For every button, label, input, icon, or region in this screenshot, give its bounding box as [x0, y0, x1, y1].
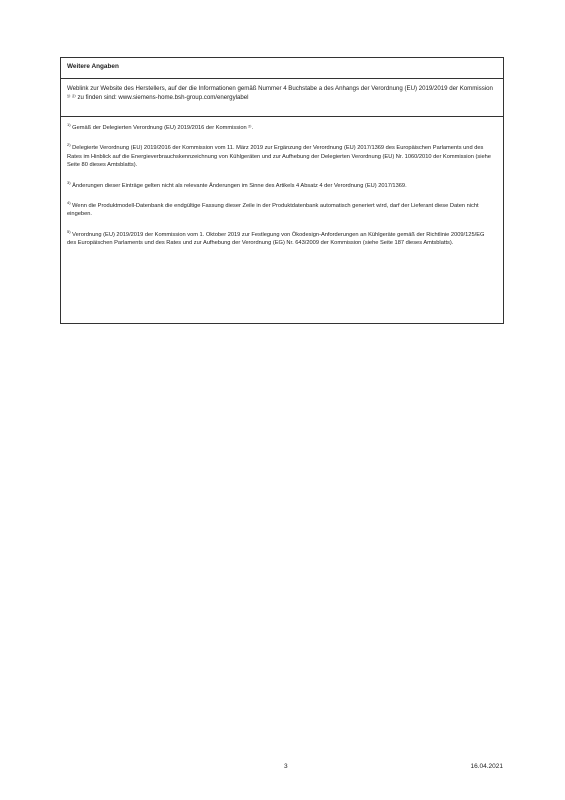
footnote-4	[67, 202, 495, 219]
manufacturer-weblink-text: Weblink zur Website des Herstellers, auf der die Informationen gemäß Nummer 4 Buchstabe a des Anhangs der Verordnung (EU) 2019/2019 der Kommission ¹⁾ ²⁾ zu finden sind: www.siemens-home.bsh-group.com/energylabel	[61, 79, 503, 117]
footnote-marker: 1)	[67, 122, 71, 128]
footnote-text: Gemäß der Delegierten Verordnung (EU) 2019/2016 der Kommission ²⁾.	[72, 125, 254, 131]
footnote-text: Delegierte Verordnung (EU) 2019/2016 der Kommission vom 11. März 2019 zur Ergänzung der Verordnung (EU) 2017/1369 des Europäischen Parlaments und des Rates im Hinblick auf die Energieverbrauchskennzeichnung von Kühlgeräten und zur Aufhebung der Delegierten Verordnung (EU) Nr. 1060/2010 der Kommission (siehe Seite 80 dieses Amtsblatts).	[67, 145, 491, 169]
footnote-marker: 3)	[67, 179, 71, 185]
footnote-text: Verordnung (EU) 2019/2019 der Kommission vom 1. Oktober 2019 zur Festlegung von Ökodesign-Anforderungen an Kühlgeräte gemäß der Richtlinie 2009/125/EG des Europäischen Parlaments und des Rates und zur Aufhebung der Verordnung (EG) Nr. 643/2009 der Kommission (siehe Seite 187 dieses Amtsblatts).	[67, 231, 485, 247]
footnote-marker: 5)	[67, 228, 71, 234]
additional-info-box	[60, 57, 504, 324]
document-date: 16.04.2021	[470, 763, 503, 770]
footnotes	[61, 117, 503, 248]
footnote-text: Wenn die Produktmodell-Datenbank die endgültige Fassung dieser Zeile in der Produktdatenbank automatisch generiert wird, darf der Lieferant diese Daten nicht eingeben.	[67, 203, 479, 218]
footnote-5	[67, 228, 495, 248]
footnote-2	[67, 144, 495, 169]
footnote-marker: 2)	[67, 142, 71, 148]
footnote-3	[67, 179, 495, 190]
footnote-marker: 4)	[67, 200, 71, 206]
page-number: 3	[284, 763, 288, 770]
box-header: Weitere Angaben	[61, 58, 503, 79]
footnote-1	[67, 124, 495, 132]
footnote-text: Änderungen dieser Einträge gelten nicht als relevante Änderungen im Sinne des Artikels 4 Absatz 4 der Verordnung (EU) 2017/1369.	[72, 182, 407, 189]
